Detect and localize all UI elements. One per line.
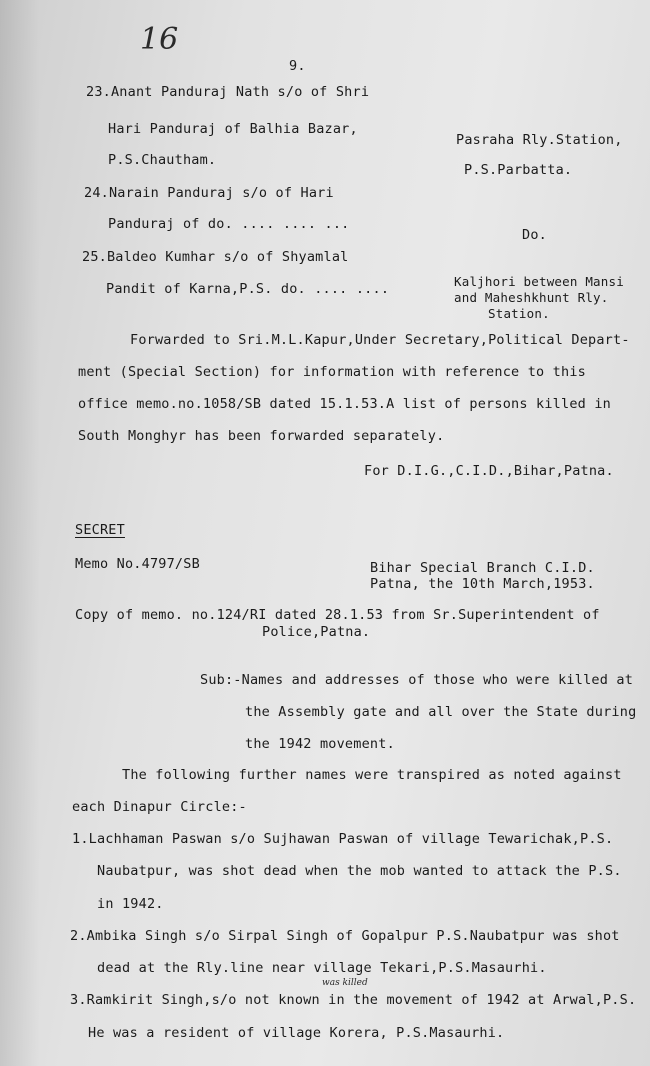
forwarded-line-1: Forwarded to Sri.M.L.Kapur,Under Secretary,Political Depart- [130,332,630,348]
entry-23-line-1: 23.Anant Panduraj Nath s/o of Shri [86,84,370,100]
entry-25-line-1: 25.Baldeo Kumhar s/o of Shyamlal [82,249,349,265]
subject-line-1: Sub:-Names and addresses of those who were killed at [200,672,634,688]
handwritten-insertion: was killed [322,978,368,988]
item-1-line-3: in 1942. [97,896,164,912]
secret-heading: SECRET [75,522,125,538]
copy-line-1: Copy of memo. no.124/RI dated 28.1.53 from Sr.Superintendent of [75,607,600,623]
item-3-line-2: He was a resident of village Korera, P.S.Masaurhi. [88,1025,505,1041]
entry-23-station-ps: P.S.Parbatta. [464,162,573,178]
item-2-line-1: 2.Ambika Singh s/o Sirpal Singh of Gopalpur P.S.Naubatpur was shot [70,928,620,944]
memo-date: Patna, the 10th March,1953. [370,576,595,592]
subject-line-2: the Assembly gate and all over the State during [245,704,637,720]
forwarded-line-2: ment (Special Section) for information with reference to this [78,364,586,380]
entry-23-line-2: Hari Panduraj of Balhia Bazar, [108,121,358,137]
forwarded-line-4: South Monghyr has been forwarded separately. [78,428,445,444]
entry-25-station-2: and Maheshkhunt Rly. [454,290,609,305]
entry-23-station: Pasraha Rly.Station, [456,132,623,148]
entry-24-line-2: Panduraj of do. .... .... ... [108,216,350,232]
entry-24-line-1: 24.Narain Panduraj s/o of Hari [84,185,334,201]
copy-line-2: Police,Patna. [262,624,371,640]
signature-block: For D.I.G.,C.I.D.,Bihar,Patna. [364,463,614,479]
entry-25-station: Kaljhori between Mansi [454,274,624,289]
subject-line-3: the 1942 movement. [245,736,395,752]
intro-line-2: each Dinapur Circle:- [72,799,247,815]
item-1-line-2: Naubatpur, was shot dead when the mob wanted to attack the P.S. [97,863,622,879]
handwritten-page-mark: 16 [140,22,179,57]
intro-line-1: The following further names were transpired as noted against [122,767,622,783]
page-number: 9. [289,58,306,74]
page-shadow [0,0,40,1066]
entry-25-station-3: Station. [488,306,550,321]
memo-number: Memo No.4797/SB [75,556,200,572]
item-1-line-1: 1.Lachhaman Paswan s/o Sujhawan Paswan of village Tewarichak,P.S. [72,831,614,847]
memo-office: Bihar Special Branch C.I.D. [370,560,595,576]
item-3-line-1: 3.Ramkirit Singh,s/o not known in the movement of 1942 at Arwal,P.S. [70,992,637,1008]
entry-25-line-2: Pandit of Karna,P.S. do. .... .... [106,281,390,297]
entry-23-line-3: P.S.Chautham. [108,152,217,168]
forwarded-line-3: office memo.no.1058/SB dated 15.1.53.A list of persons killed in [78,396,611,412]
entry-24-station: Do. [522,227,547,243]
item-2-line-2: dead at the Rly.line near village Tekari,P.S.Masaurhi. [97,960,547,976]
